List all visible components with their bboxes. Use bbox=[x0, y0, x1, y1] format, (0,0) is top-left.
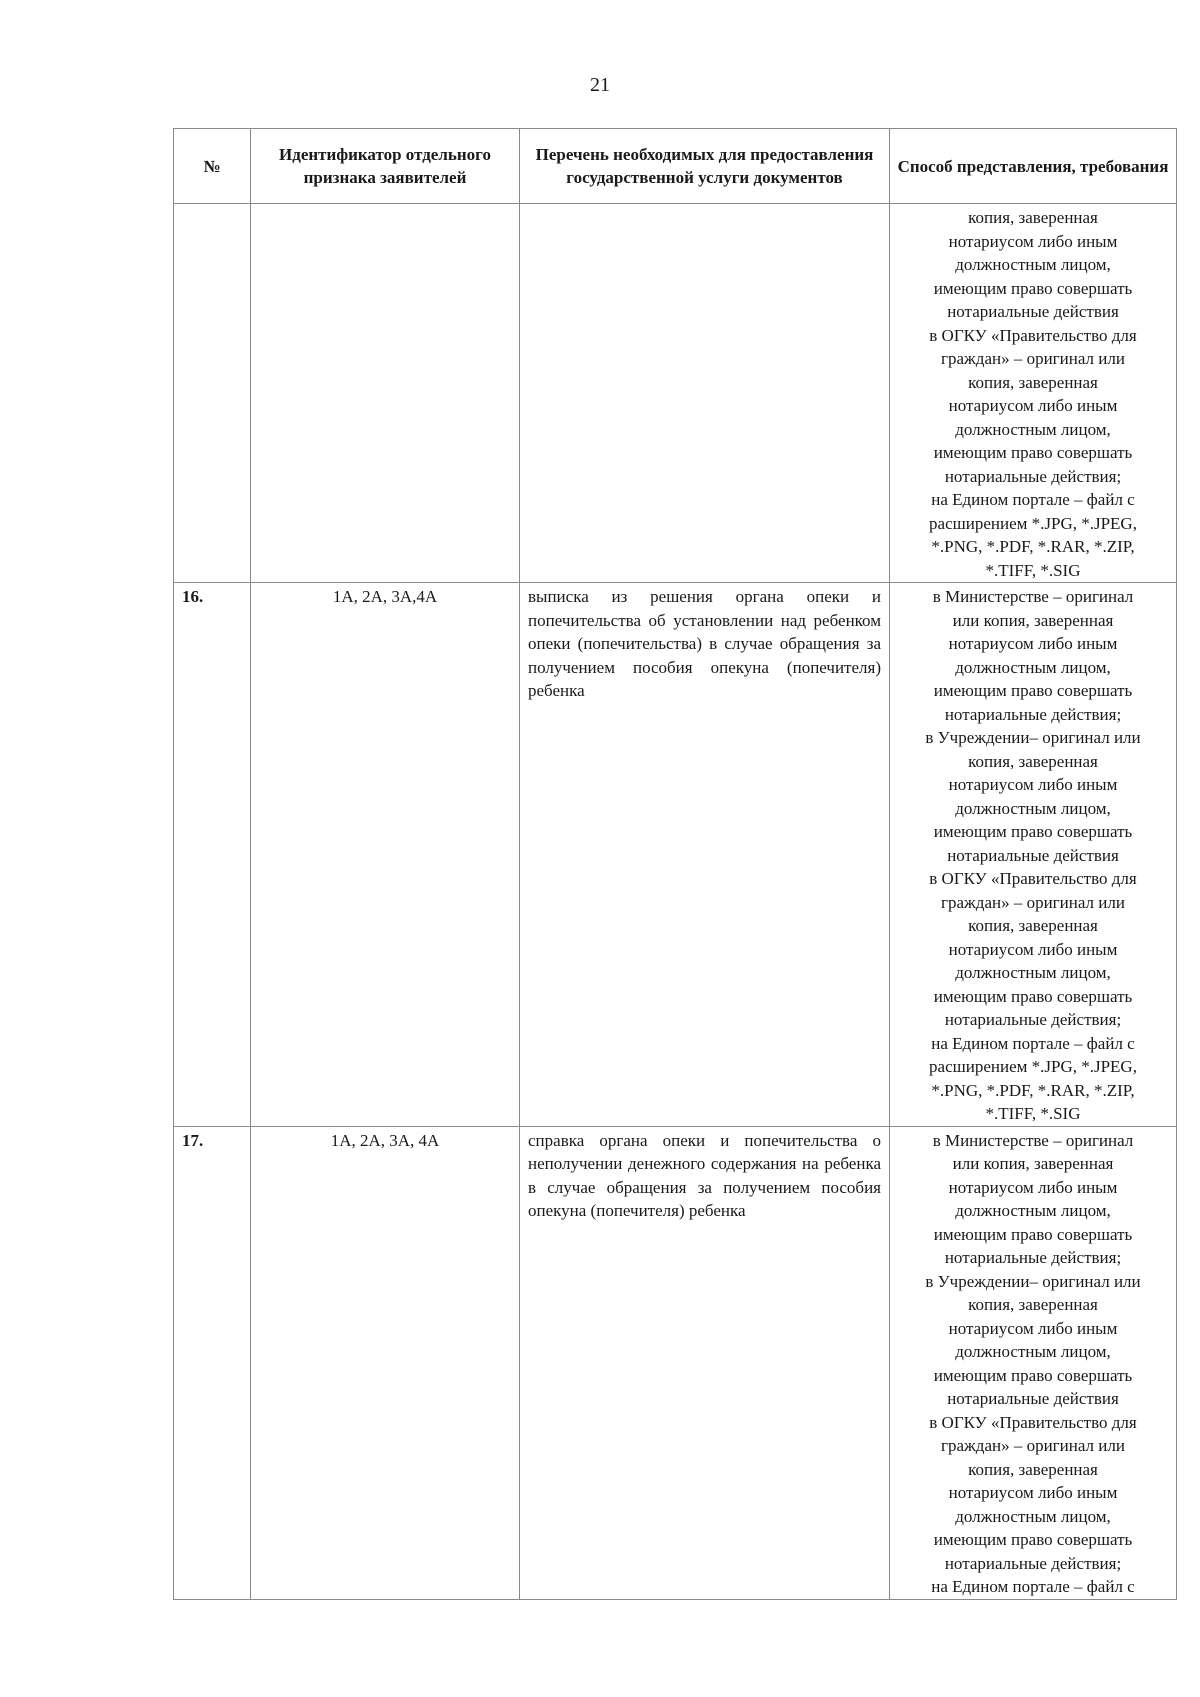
row-documents: выписка из решения органа опеки и попечительства об установлении над ребенком опеки (попечительства) в случае обращения за получением пособия опекуна (попечителя) ребенка bbox=[520, 583, 890, 1127]
table-body bbox=[174, 204, 1177, 1600]
table-row bbox=[174, 1126, 1177, 1599]
table-row bbox=[174, 583, 1177, 1127]
table-row bbox=[174, 204, 1177, 583]
row-identifier bbox=[251, 204, 520, 583]
header-method: Способ представления, требования bbox=[890, 129, 1177, 204]
requirements-table bbox=[173, 128, 1177, 1600]
header-num: № bbox=[174, 129, 251, 204]
page-number: 21 bbox=[590, 74, 610, 96]
header-row bbox=[174, 129, 1177, 204]
header-documents: Перечень необходимых для предоставления государственной услуги документов bbox=[520, 129, 890, 204]
row-num: 16. bbox=[174, 583, 251, 1127]
row-identifier: 1А, 2А, 3А, 4А bbox=[251, 1126, 520, 1599]
row-method: в Министерстве – оригинал или копия, заверенная нотариусом либо иным должностным лицом, имеющим право совершать нотариальные действия; в Учреждении– оригинал или копия, заверенная нотариусом либо иным должностным лицом, имеющим право совершать нотариальные действия в ОГКУ «Правительство для граждан» – оригинал или копия, заверенная нотариусом либо иным должностным лицом, имеющим право совершать нотариальные действия; на Едином портале – файл с bbox=[890, 1126, 1177, 1599]
row-documents: справка органа опеки и попечительства о неполучении денежного содержания на ребенка в случае обращения за получением пособия опекуна (попечителя) ребенка bbox=[520, 1126, 890, 1599]
row-documents bbox=[520, 204, 890, 583]
row-method: в Министерстве – оригинал или копия, заверенная нотариусом либо иным должностным лицом, имеющим право совершать нотариальные действия; в Учреждении– оригинал или копия, заверенная нотариусом либо иным должностным лицом, имеющим право совершать нотариальные действия в ОГКУ «Правительство для граждан» – оригинал или копия, заверенная нотариусом либо иным должностным лицом, имеющим право совершать нотариальные действия; на Едином портале – файл с расширением *.JPG, *.JPEG, *.PNG, *.PDF, *.RAR, *.ZIP, *.TIFF, *.SIG bbox=[890, 583, 1177, 1127]
header-identifier: Идентификатор отдельного признака заявителей bbox=[251, 129, 520, 204]
row-identifier: 1А, 2А, 3А,4А bbox=[251, 583, 520, 1127]
row-num: 17. bbox=[174, 1126, 251, 1599]
row-method: копия, заверенная нотариусом либо иным должностным лицом, имеющим право совершать нотариальные действия в ОГКУ «Правительство для граждан» – оригинал или копия, заверенная нотариусом либо иным должностным лицом, имеющим право совершать нотариальные действия; на Едином портале – файл с расширением *.JPG, *.JPEG, *.PNG, *.PDF, *.RAR, *.ZIP, *.TIFF, *.SIG bbox=[890, 204, 1177, 583]
table-header bbox=[174, 129, 1177, 204]
row-num bbox=[174, 204, 251, 583]
